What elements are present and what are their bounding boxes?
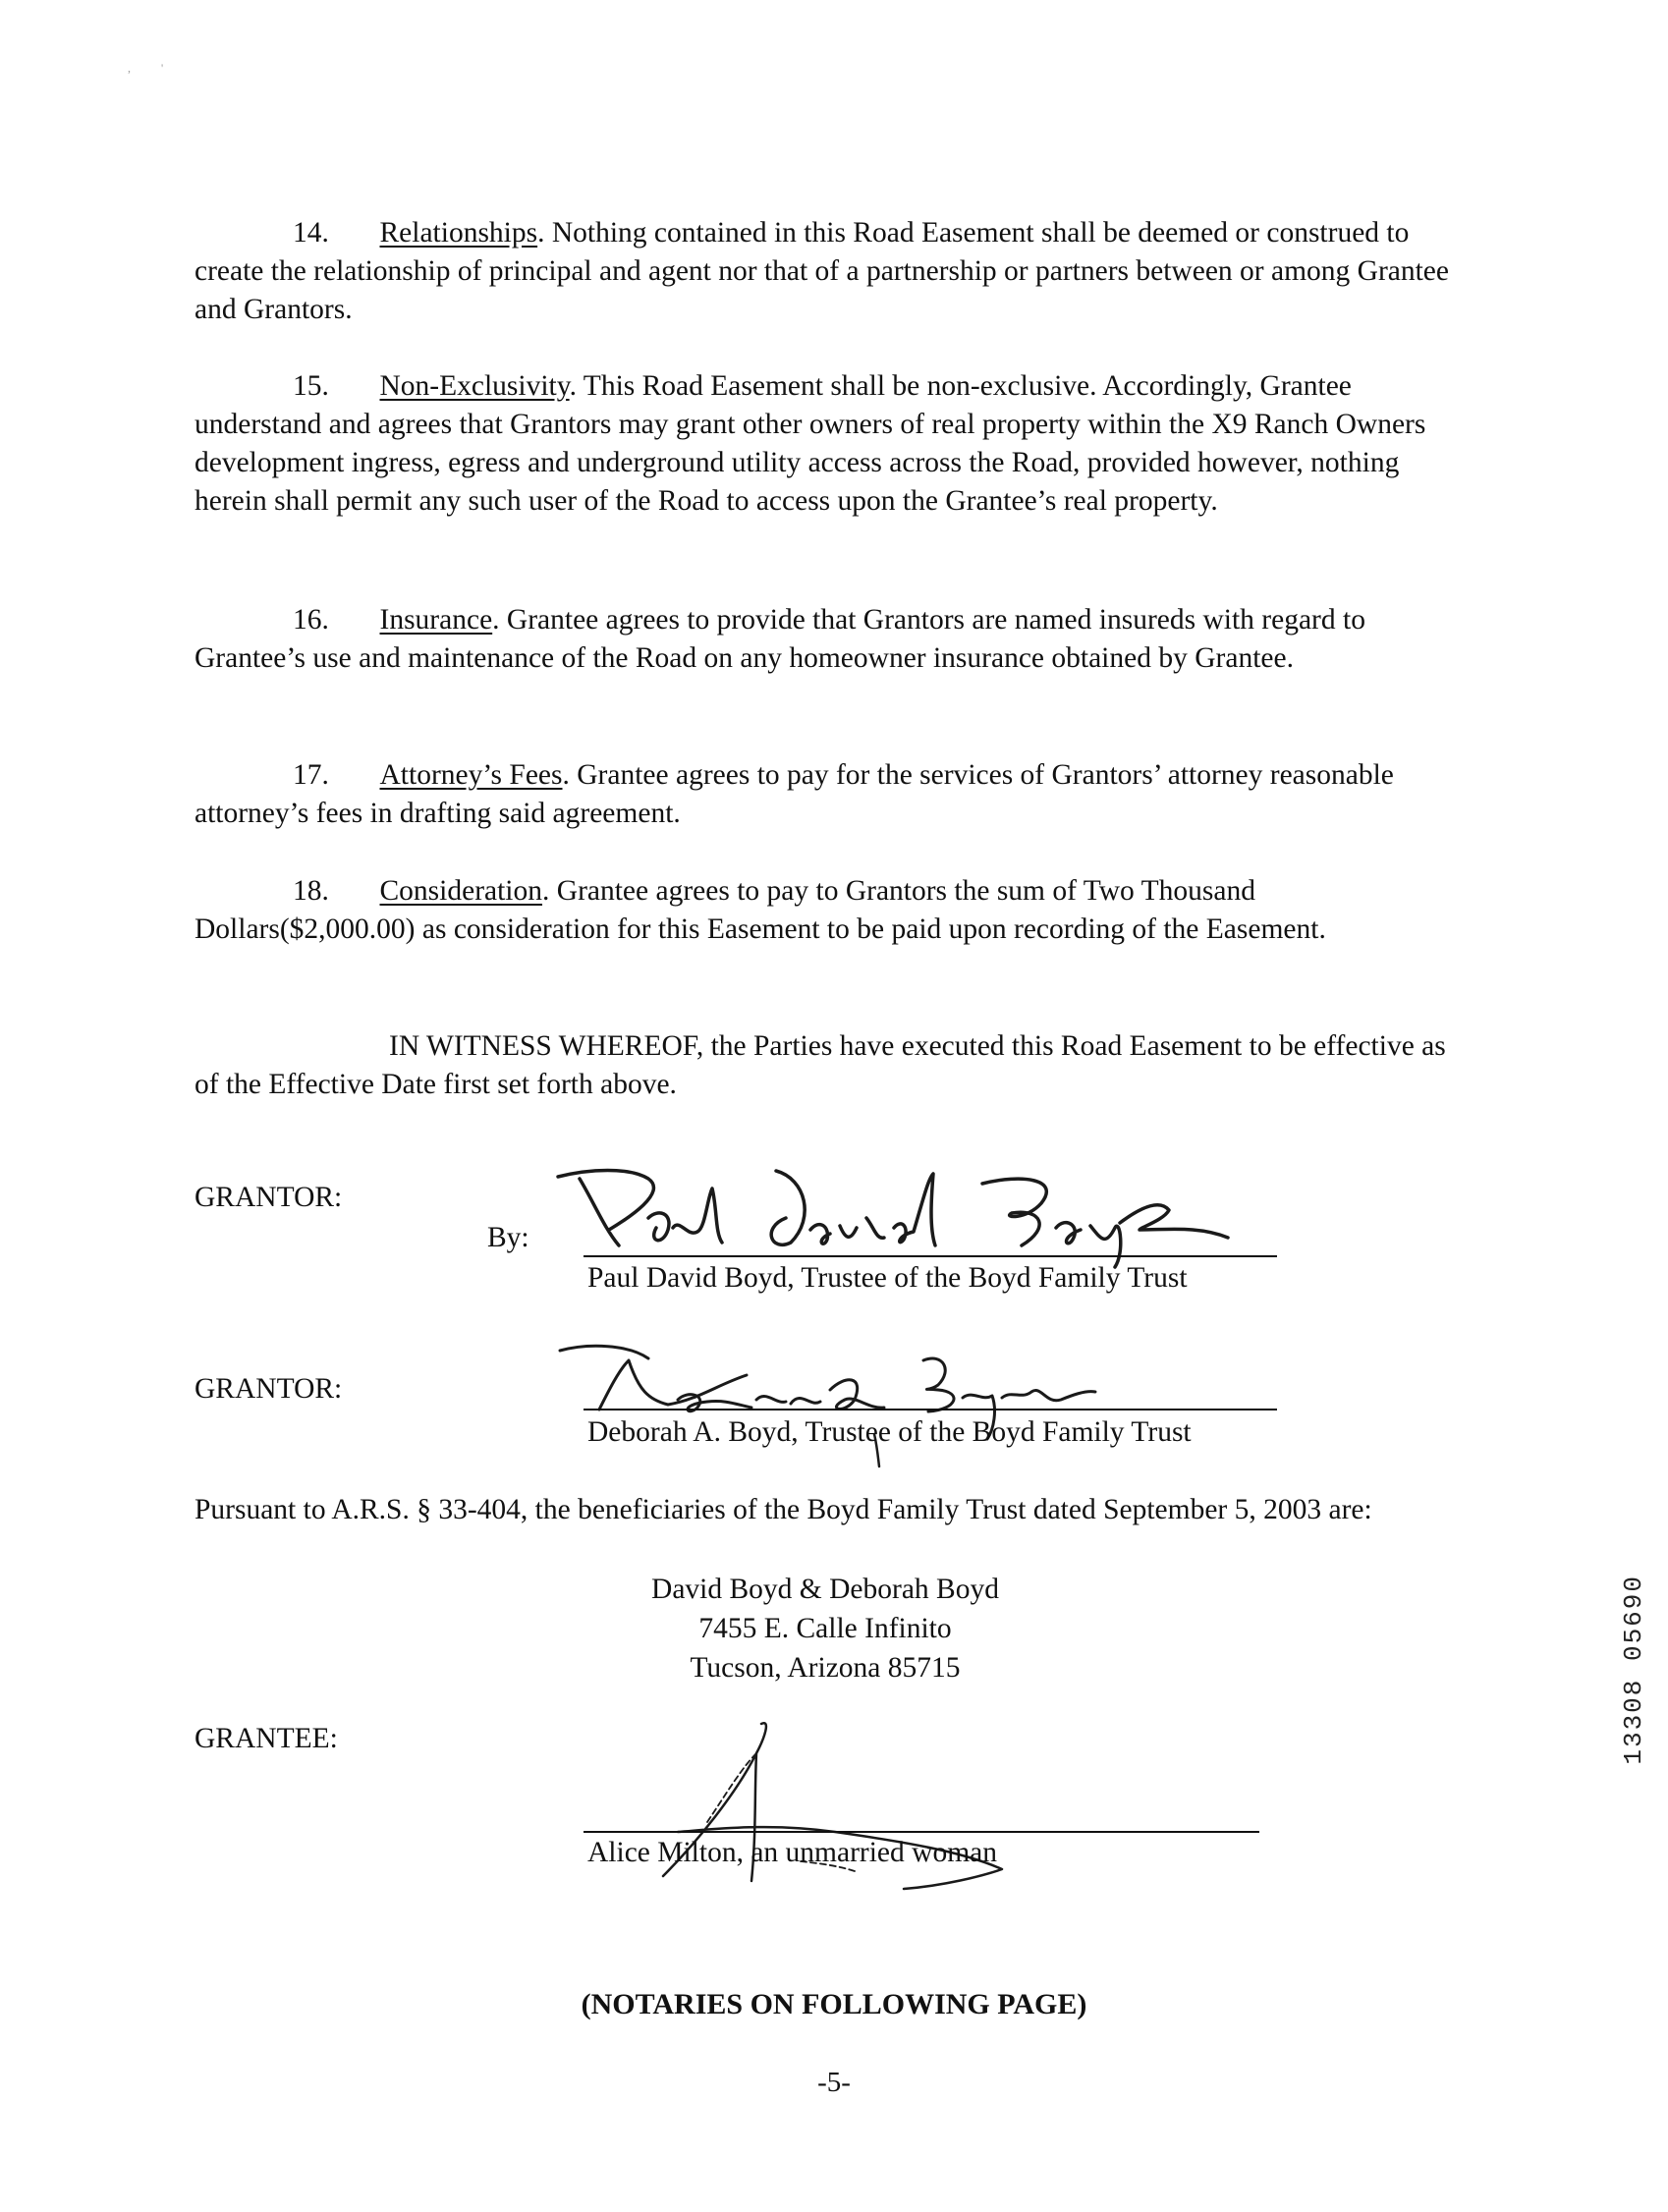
section-number: 14. <box>293 217 329 249</box>
beneficiaries-block <box>550 1570 1100 1687</box>
section-body: . Nothing contained in this Road Easement shall be deemed or construed to create the relationship of principal and agent nor that of a partnership or partners between or among Grantee and Grantors. <box>195 217 1449 325</box>
section-title: Insurance <box>379 604 493 636</box>
grantee-signature-line <box>584 1831 1259 1833</box>
by-label: By: <box>487 1222 529 1253</box>
witness-clause: IN WITNESS WHEREOF, the Parties have executed this Road Easement to be effective as of the Effective Date first set forth above. <box>195 1030 1446 1100</box>
section-title: Attorney’s Fees <box>379 759 563 791</box>
section-body: . Grantee agrees to pay to Grantors the sum of Two Thousand Dollars($2,000.00) as consideration for this Easement to be paid upon recording of the Easement. <box>195 875 1326 945</box>
section-18 <box>195 872 1472 949</box>
grantor-label: GRANTOR: <box>195 1182 343 1213</box>
section-body: . Grantee agrees to pay for the services of Grantors’ attorney reasonable attorney’s fees in drafting said agreement. <box>195 759 1394 829</box>
section-title: Non-Exclusivity <box>379 370 570 402</box>
grantor2-name: Deborah A. Boyd, Trustee of the Boyd Family Trust <box>587 1416 1192 1448</box>
recording-stamp: 13308 05690 <box>1619 1575 1648 1765</box>
section-number: 18. <box>293 875 329 907</box>
scan-specks: , ' <box>128 61 178 75</box>
section-14 <box>195 214 1472 329</box>
section-number: 17. <box>293 759 329 791</box>
beneficiary-names: David Boyd & Deborah Boyd <box>651 1574 999 1605</box>
section-body: . This Road Easement shall be non-exclusive. Accordingly, Grantee understand and agrees that Grantors may grant other owners of real property within the X9 Ranch Owners development ingress, egress and underground utility access across the Road, provided however, nothing herein shall permit any such user of the Road to access upon the Grantee’s real property. <box>195 370 1426 517</box>
beneficiary-street: 7455 E. Calle Infinito <box>698 1613 952 1644</box>
grantee-signature <box>609 1714 1022 1901</box>
grantee-label: GRANTEE: <box>195 1723 338 1754</box>
notaries-notice: (NOTARIES ON FOLLOWING PAGE) <box>581 1988 1087 2020</box>
beneficiary-city: Tucson, Arizona 85715 <box>690 1652 961 1684</box>
grantor1-name: Paul David Boyd, Trustee of the Boyd Family Trust <box>587 1262 1188 1294</box>
section-body: . Grantee agrees to provide that Grantors are named insureds with regard to Grantee’s use and maintenance of the Road on any homeowner insurance obtained by Grantee. <box>195 604 1365 674</box>
section-number: 16. <box>293 604 329 636</box>
section-17 <box>195 756 1472 833</box>
grantor2-signature-line <box>584 1409 1277 1410</box>
pursuant-clause: Pursuant to A.R.S. § 33-404, the beneficiaries of the Boyd Family Trust dated September 5, 2003 are: <box>195 1494 1372 1525</box>
grantee-name: Alice Milton, an unmarried woman <box>587 1837 997 1868</box>
section-title: Consideration <box>379 875 543 907</box>
grantor1-signature-line <box>584 1255 1277 1257</box>
section-15 <box>195 367 1472 521</box>
section-title: Relationships <box>379 217 538 249</box>
section-number: 15. <box>293 370 329 402</box>
section-16 <box>195 601 1472 678</box>
page-number: -5- <box>817 2067 851 2098</box>
grantor-label: GRANTOR: <box>195 1373 343 1405</box>
grantor1-signature <box>550 1159 1238 1267</box>
